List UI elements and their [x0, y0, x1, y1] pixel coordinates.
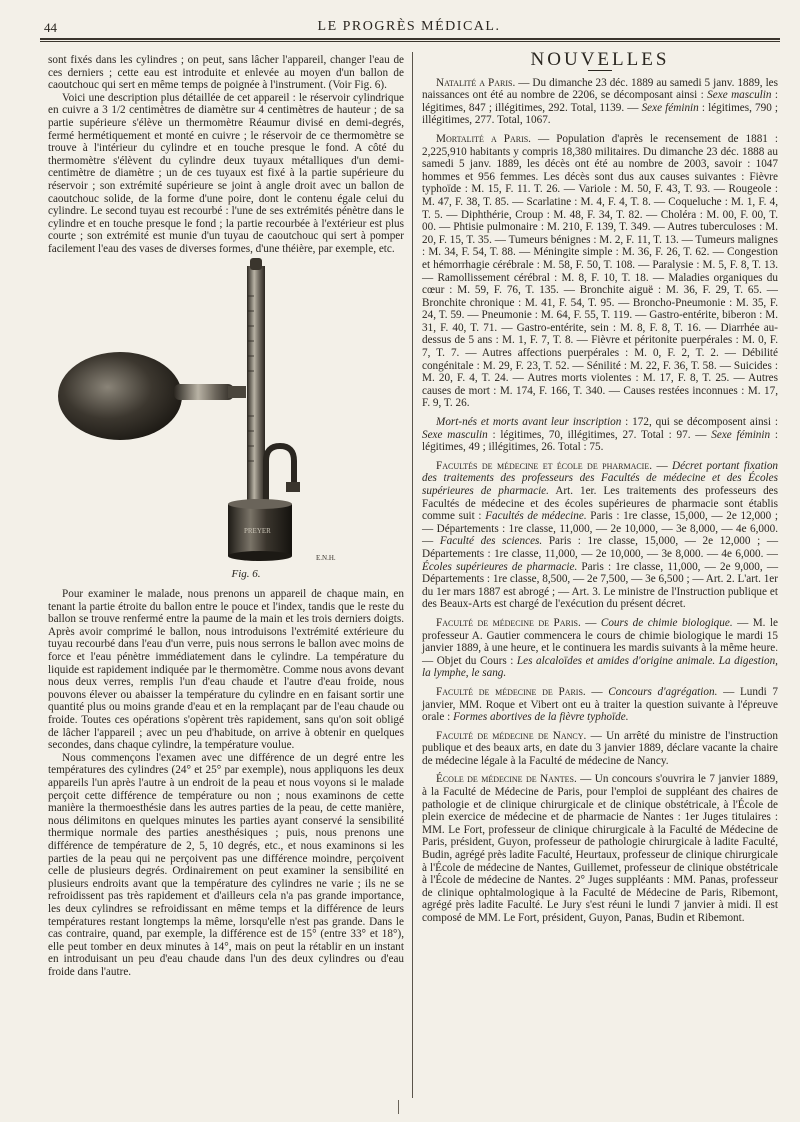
news-text: — Lundi 7 janvier, MM. Roque et Vibert ont eu à traiter la question suivante à l'épreuve orale :	[422, 685, 778, 724]
news-text: — Population d'après le recensement de 1881 : 2,225,910 habitants y compris 18,380 militaires. Du dimanche 23 déc. 1888 au samedi 5 janv. 1889, les décès ont été au nombre de 2003, savoir : 1047 hommes et 956 femmes. Les décès sont dus aux causes suivantes : Fièvre typhoïde : M. 15, F. 11. T. 26. — Variole : M. 50, F. 43, T. 93. — Rougeole : M. 47, F. 38, T. 85. — Scarlatine : M. 4, F. 4, T. 8. — Coqueluche : M. 1, F. 4, T. 5. — Diphthérie, Croup : M. 48, F. 34, T. 82. — Choléra : M. 00, F. 00, T. 00. — Phtisie pulmonaire : M. 210, F. 139, T. 349. — Autres tuberculoses : M. 20, F. 15, T. 35. — Tumeurs bénignes : M. 2, F. 11, T. 13. — Tumeurs malignes : M. 34, F. 54, T. 88. — Méningite simple : M. 36, F. 26, T. 62. — Congestion et hémorrhagie cérébrale : M. 58, F. 50, T. 108. — Paralysie : M. 5, F. 8, T. 13. — Ramollissement cérébral : M. 8, F. 10, T. 18. — Maladies organiques du cœur : M. 59, F. 76, T. 135. — Bronchite aiguë : M. 36, F. 29, T. 65. — Bronchite chronique : M. 41, F. 54, T. 95. — Broncho-Pneumonie : M. 35, F. 24, T. 59. — Pneumonie : M. 64, F. 55, T. 119. — Gastro-entérite, biberon : M. 31, F. 40, T. 71. — Gastro-entérite, sein : M. 8, F. 8, T. 16. — Diarrhée au-dessus de 5 ans : M. 1, F. 7, T. 8. — Fièvre et péritonite puerpérales : M. 0, F. 7, T. 7. — Autres affections puerpérales : M. 0, F. 2, T. 2. — Débilité congénitale : M. 29, F. 23, T. 52. — Sénilité : M. 22, F. 36, T. 58. — Suicides : M. 20, F. 4, T. 24. — Autres morts violentes : M. 17, F. 8, T. 25. — Autres causes de mort : M. 174, F. 166, T. 340. — Causes restées inconnues : M. 17, F. 9, T. 26.	[422, 132, 778, 410]
news-head: Mortalité a Paris.	[436, 132, 531, 145]
news-italic: Concours d'agrégation.	[608, 685, 718, 698]
news-italic: Les alcaloïdes et amides d'origine animale. La digestion, la lymphe, le sang.	[422, 654, 778, 680]
news-text: —	[585, 685, 609, 698]
figure-thermometer-apparatus	[48, 256, 404, 566]
news-italic: Cours de chimie biologique.	[600, 616, 733, 629]
left-column	[48, 54, 404, 979]
paragraph-procedure: Nous commençons l'examen avec une différence de un degré entre les températures des cylindres (24° et 25° par exemple), nous appliquons les deux appareils l'un après l'autre à un endroit de la peau et nous voyons si le malade perçoit cette différence de température ou non ; nous examinons de cette manière la thermoesthésie dans les autres parties de la peau, de cette manière, nous délimitons en quelques minutes les parties ayant conservé la sensibilité thermique normale des parties anesthésiques ; puis, nous prenons une différence de température de 2, 5, 10 degrés, etc., et nous examinons si les parties de la peau qui ne perçoivent pas une différence moindre, perçoivent celle de plusieurs degrés. Ordinairement on peut examiner la sensibilité en plusieurs endroits avant que la température des cylindres ne varie ; ils ne se refroidissent pas très rapidement et d'ailleurs cela n'a pas grande importance, les deux cylindres se refroidissant en même temps et la différence de leurs températures restant longtemps la même, lorsqu'elle n'est pas grande. Dans le cas contraire, quand, par exemple, la différence est de 15° (entre 33° et 18°), elle peut tomber en deux minutes à 14°, mais on peut la rétablir en un instant en introduisant un peu d'eau chaude dans l'un des deux cylindres ou d'eau froide dans l'autre.	[48, 751, 404, 978]
news-italic: Facultés de médecine.	[485, 510, 587, 523]
news-italic: Sexe masculin	[422, 428, 488, 441]
news-chimie-biologique	[422, 617, 778, 680]
news-italic: Faculté des sciences.	[439, 535, 543, 548]
paragraph-description: Voici une description plus détaillée de cet appareil : le réservoir cylindrique en cuivre a 3 1/2 centimètres de diamètre sur 4 centimètres de hauteur ; de sa partie supérieure s'élève un thermomètre Réaumur divisé en demi-degrés, fermé hermétiquement et monté en cuivre ; le réservoir de ce thermomètre se trouve à l'intérieur du cylindre et en touche presque le fond. A côté du thermomètre s'élèvent du cylindre deux tuyaux métalliques d'un demi-centimètre de diamètre ; un de ces tuyaux est fixé à la partie supérieure du réservoir ; son extrémité supérieure se joint à angle droit avec un ballon de caoutchouc solide, de la forme d'une poire, dont le contenu égale celui du cylindre. Le second tuyau est recourbé : l'une de ses extrémités pénètre dans le cylindre et en touche presque le fond ; la partie recourbée à l'extérieur est plus courte ; son extrémité est munie d'un tuyau de caoutchouc qui sert à pomper facilement l'eau des vases de diverses formes, d'une théière, par exemple, etc.	[48, 91, 404, 255]
figure-caption: Fig. 6.	[231, 567, 261, 580]
news-text: : légitimes, 70, illégitimes, 27. Total : 97. —	[487, 428, 712, 441]
news-head: Facultés de médecine et école de pharmacie.	[436, 459, 653, 472]
news-text: —	[580, 616, 601, 629]
news-head: Faculté de médecine de Nancy.	[436, 729, 587, 742]
column-divider	[412, 52, 413, 1098]
news-head: École de médecine de Nantes.	[436, 773, 577, 786]
cylinder-stamp: PREYER	[244, 526, 271, 535]
news-nantes	[422, 773, 778, 924]
news-mortalite	[422, 133, 778, 410]
paragraph-continuation: sont fixés dans les cylindres ; on peut, sans lâcher l'appareil, changer l'eau de ces derniers ; cette eau est introduite et enlevée au moyen d'un ballon de caoutchouc qui sert en même temps de poignée à l'instrument. (Voir Fig. 6).	[48, 54, 404, 92]
news-text: : 172, qui se décomposent ainsi :	[621, 416, 778, 429]
news-head: Faculté de médecine de Paris.	[436, 616, 581, 629]
thermometer-tube	[247, 266, 265, 506]
paragraph-examination: Pour examiner le malade, nous prenons un appareil de chaque main, en tenant la partie étroite du ballon entre le pouce et l'index, tandis que le reste du ballon se trouve renfermé entre la paume de la main et les trois derniers doigts. Après avoir comprimé le ballon, nous introduisons l'extrémité extérieure du tuyau recourbé dans l'eau d'un verre, puis nous serrons le ballon avec moins de force et l'eau pénètre immédiatement dans le cylindre. La température du liquide est rapidement indiquée par le thermomètre. Comme nous avons devant nous deux verres, remplis l'un d'eau chaude et l'autre d'eau froide, nous pouvons élever ou abaisser la température du cylindre en en faisant sortir une quantité plus ou moins grande d'eau et en la remplaçant par de l'eau chaude ou froide. Toutes ces opérations s'opèrent très rapidement, sans qu'on soit obligé de lâcher l'appareil ; avec un peu d'habitude, on arrive à obtenir en quelques secondes, dans chaque cylindre, la température voulue.	[48, 588, 404, 752]
news-text: : légitimes, 49 ; illégitimes, 26. Total : 75.	[422, 428, 778, 454]
right-column	[422, 49, 779, 931]
curved-pipe	[266, 446, 294, 506]
news-text: Paris : 1re classe, 15,000, — 2e 12,000 ; — Départements : 1re classe, 11,000, — 2e 10,000, — 3e 8,000. — 4e 6,000. —	[422, 535, 779, 560]
news-text: : légitimes, 847 ; illégitimes, 292. Total, 1139. —	[422, 89, 779, 114]
news-italic: Mort-nés et morts avant leur inscription	[436, 416, 622, 429]
apparatus-illustration	[48, 256, 404, 566]
news-head: Natalité a Paris.	[436, 76, 516, 89]
news-text: — Un arrêté du ministre de l'instruction publique et des beaux arts, en date du 3 janvier 1889, déclare vacante la chaire de médecine légale à la Faculté de médecine de Nancy.	[422, 729, 778, 767]
header-rule-thin	[40, 41, 780, 42]
news-italic: Sexe féminin	[711, 428, 771, 441]
news-text: —	[652, 459, 673, 472]
bulb-neck	[174, 384, 234, 400]
news-head: Faculté de médecine de Paris.	[436, 685, 586, 698]
news-nancy	[422, 730, 778, 768]
journal-title: LE PROGRÈS MÉDICAL.	[317, 19, 501, 34]
news-italic: Écoles supérieures de pharmacie.	[422, 560, 578, 573]
news-italic: Sexe féminin	[641, 101, 699, 114]
news-facultes-traitements	[422, 460, 778, 611]
news-agregation	[422, 686, 778, 724]
gutter-mark	[398, 1100, 399, 1114]
news-text: Art. 1er. Les traitements des professeurs des Facultés de médecine et des écoles supérieures de pharmacie sont établis comme suit :	[422, 485, 778, 523]
header-rule	[40, 38, 780, 40]
news-mort-nes	[422, 416, 778, 454]
section-title: NOUVELLES	[530, 49, 670, 70]
news-natalite	[422, 77, 778, 127]
news-text: Paris : 1re classe, 15,000, — 2e 12,000 ; — Départements : 1re classe, 11,000, — 2e 10,000, — 3e 8,000, — 4e 6,000. —	[422, 510, 779, 548]
news-text: : légitimes, 790 ; illégitimes, 277. Total, 1067.	[422, 101, 779, 127]
news-italic: Décret portant fixation des traitements des professeurs des Facultés de médecine et des Écoles supérieures de pharmacie.	[422, 459, 779, 497]
news-italic: Sexe masculin	[707, 89, 772, 102]
engraver-mark: E.N.H.	[316, 553, 336, 562]
news-text: Paris : 1re classe, 11,000, — 2e 9,000, — Départements : 1re classe, 8,500, — 2e 7,500, — 3e 6,500 ; — Art. 2. L'art. 1er du 1er mars 1887 est abrogé ; — Art. 3. Le ministre de l'Instruction publique et des Beaux-Arts est chargé de l'exécution du présent décret.	[422, 560, 779, 611]
news-italic: Formes abortives de la fièvre typhoïde.	[453, 711, 629, 724]
rubber-bulb	[58, 352, 182, 440]
news-text: — Un concours s'ouvrira le 7 janvier 1889, à la Faculté de Médecine de Paris, pour l'emploi de suppléant des chaires de pathologie et de clinique chirurgicale et de clinique obstétricale, à l'École de plein exercice de médecine et de pharmacie de Nantes : 1er Juges titulaires : MM. Le Fort, professeur de clinique chirurgicale à la Faculté de Médecine de Paris, président, Guyon, professeur de pathologie chirurgicale à ladite Faculté, Budin, agrégé près ladite Faculté, Heurtaux, professeur de clinique chirurgicale à l'École de médecine de Nantes, Guillemet, professeur de clinique obstétricale à l'École de médecine de Nantes. 2° Juges suppléants : MM. Panas, professeur de clinique ophtalmologique à la Faculté de Médecine de Paris, Ribemont, agrégé près ladite Faculté. Le Jury s'est réuni le lundi 7 janvier à midi. Il est composé de MM. Le Fort, président, Guyon, Panas, Budin et Ribemont.	[422, 773, 778, 924]
page-header	[38, 18, 780, 38]
news-text: — M. le professeur A. Gautier commencera le cours de chimie biologique le mardi 15 janvier 1889, à une heure, et le continuera les mardis suivants à la même heure. — Objet du Cours :	[422, 616, 778, 667]
page-number: 44	[44, 20, 57, 35]
news-text: — Du dimanche 23 déc. 1889 au samedi 5 janv. 1889, les naissances ont été au nombre de 2206, se décomposant ainsi :	[422, 76, 778, 102]
